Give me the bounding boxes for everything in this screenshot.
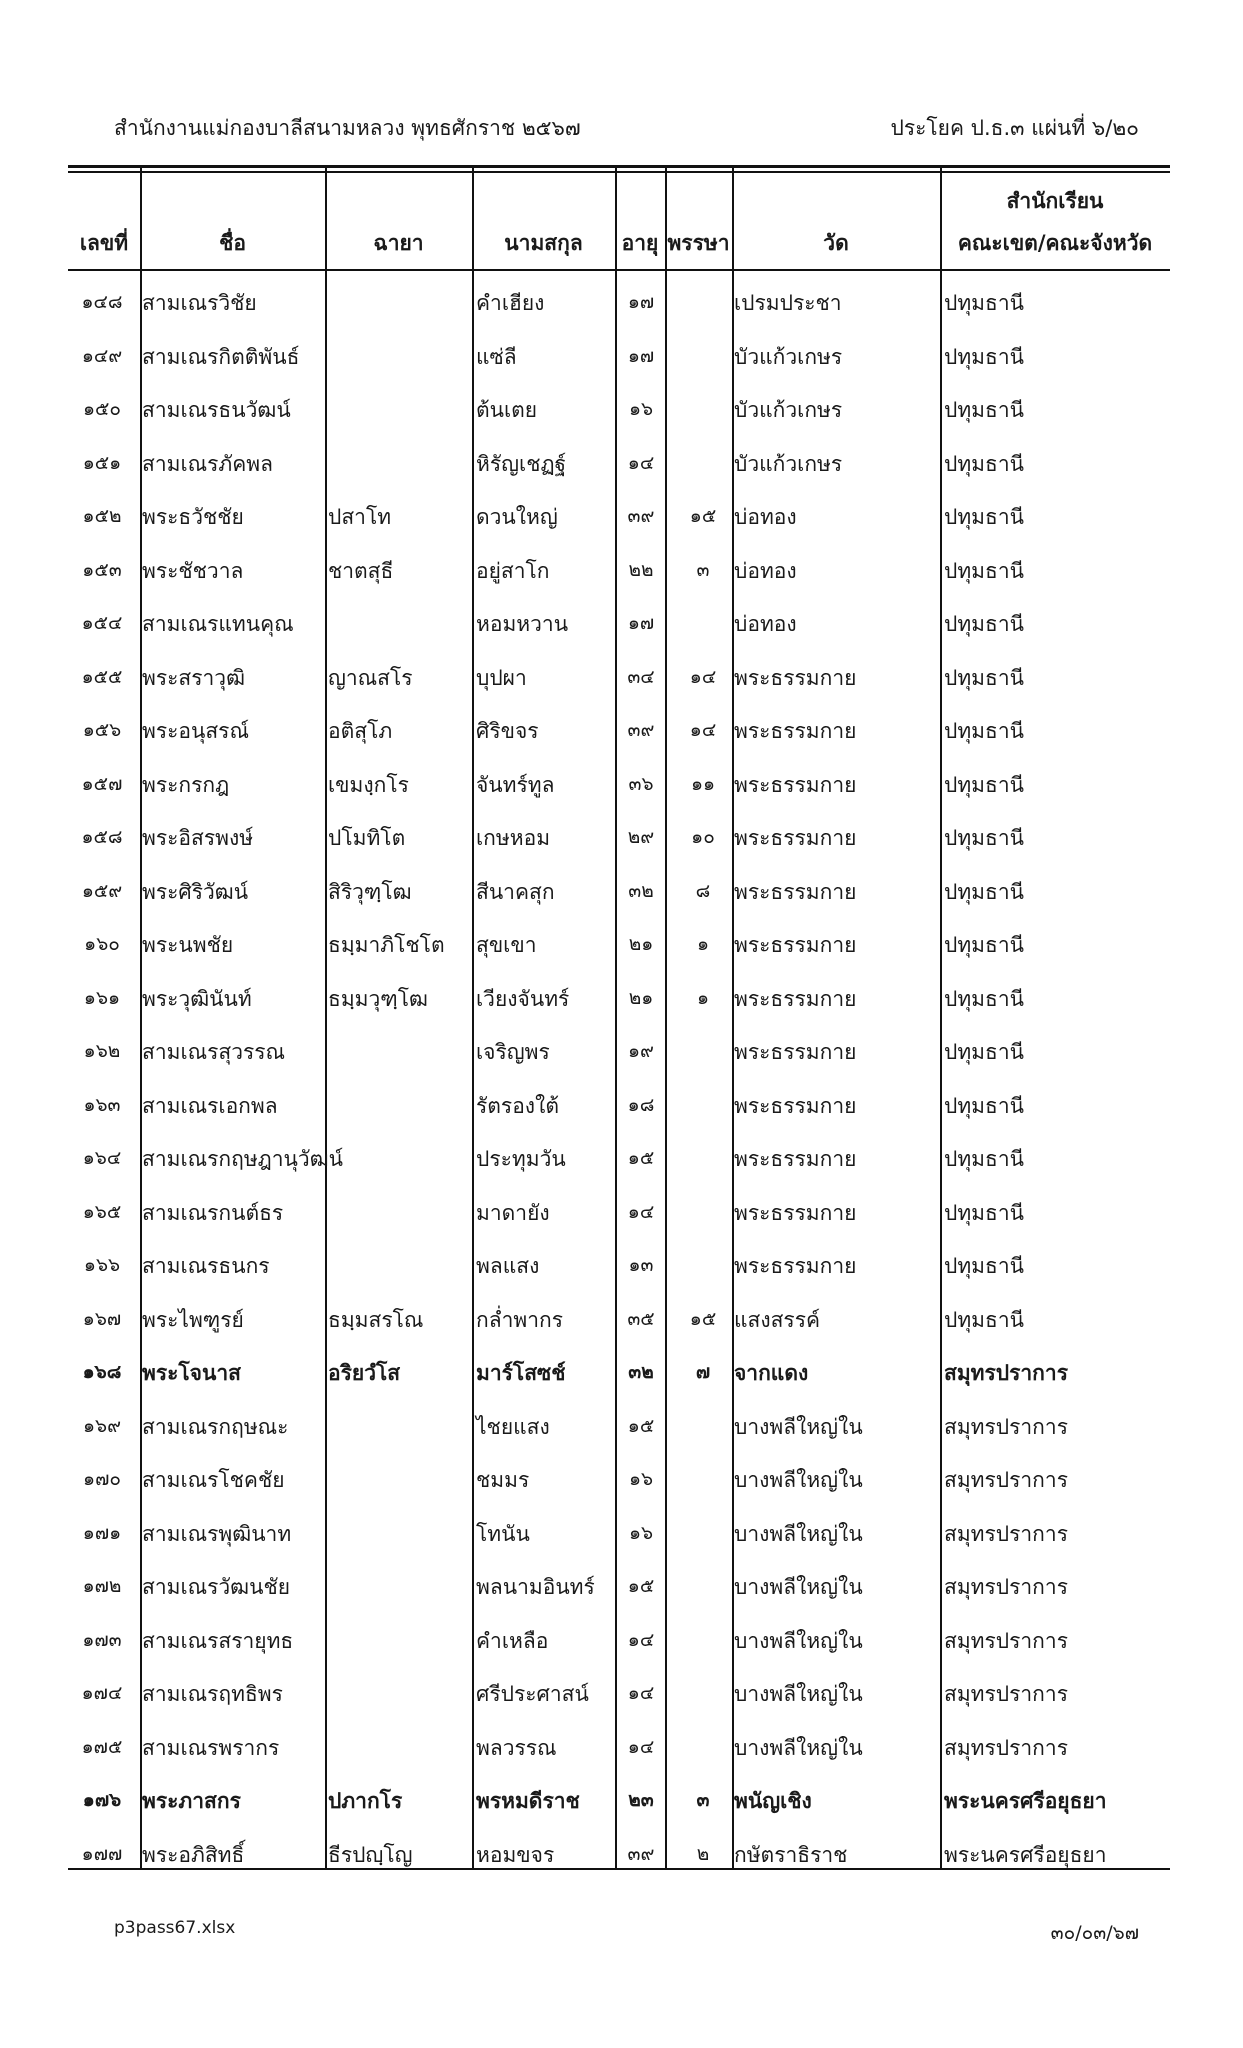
row-surname: พรหมดีราช [476,1789,580,1813]
row-number: ๑๗๖ [82,1789,122,1811]
row-age: ๑๔ [627,1682,655,1704]
row-surname: สุขเขา [476,933,537,957]
table-row [68,701,1170,755]
row-surname: สีนาคสุก [476,879,555,904]
row-name: สามเณรกิตติพันธ์ [142,344,300,369]
row-chaya: ปภากโร [328,1789,403,1813]
row-number: ๑๕๐ [82,398,122,420]
row-number: ๑๕๒ [82,505,122,527]
row-school: ปทุมธานี [944,451,1024,476]
header-wat: วัด [823,231,849,255]
row-wat: บางพลีใหญ่ใน [734,1521,863,1546]
row-pansa: ๑๕ [689,1307,717,1330]
row-surname: ชมมร [476,1468,530,1492]
row-age: ๓๒ [628,1361,654,1383]
row-name: พระไพฑูรย์ [142,1307,244,1332]
row-age: ๑๗ [627,291,655,313]
row-number: ๑๖๙ [82,1414,122,1437]
row-number: ๑๗๓ [82,1628,122,1651]
table-row [68,273,1170,327]
row-number: ๑๕๘ [81,826,123,848]
row-school: สมุทรปราการ [944,1575,1068,1599]
row-chaya: เขมงฺกโร [328,772,409,797]
row-pansa: ๗ [695,1361,711,1383]
row-pansa: ๓ [696,558,710,581]
row-school: พระนครศรีอยุธยา [944,1789,1107,1813]
row-chaya: ปสาโท [328,505,392,529]
row-wat: พระธรรมกาย [734,1254,857,1278]
header-no: เลขที่ [79,231,129,255]
row-age: ๑๕ [627,1414,655,1437]
row-surname: ต้นเตย [476,398,538,422]
row-surname: หอมหวาน [476,612,569,636]
row-school: ปทุมธานี [944,558,1024,583]
row-surname: หอมขจร [476,1842,555,1867]
row-school: สมุทรปราการ [944,1628,1068,1653]
row-wat: แสงสรรค์ [734,1307,821,1332]
row-number: ๑๗๒ [82,1575,122,1597]
row-number: ๑๕๔ [81,612,123,634]
row-surname: มาร์โสซช์ [476,1361,566,1385]
row-wat: พระธรรมกาย [734,986,857,1011]
row-wat: เปรมประชา [734,291,842,315]
row-number: ๑๕๑ [82,451,122,474]
table-row [68,1129,1170,1183]
row-surname: พลแสง [476,1254,540,1278]
row-number: ๑๗๗ [81,1842,123,1865]
row-surname: เจริญพร [476,1040,550,1064]
row-number: ๑๖๓ [83,1093,121,1116]
row-wat: บางพลีใหญ่ใน [734,1682,863,1706]
row-age: ๓๕ [627,1307,655,1330]
row-name: พระกรกฎ [142,772,230,797]
row-pansa: ๑ [696,986,710,1009]
row-chaya: ธีรปญฺโญ [328,1842,413,1867]
row-chaya: อติสุโภ [328,719,393,743]
table-row [68,380,1170,434]
row-name: พระศิริวัฒน์ [142,879,249,904]
table-header [68,165,1170,269]
row-surname: พลนามอินทร์ [476,1575,595,1599]
table-row [68,648,1170,702]
row-surname: แซ่ลี [476,344,517,369]
row-wat: บางพลีใหญ่ใน [734,1575,863,1599]
page-header-right: ประโยค ป.ธ.๓ แผ่นที่ ๖/๒๐ [890,116,1139,140]
row-number: ๑๖๒ [83,1040,121,1062]
row-pansa: ๘ [695,879,711,902]
row-surname: กล่ำพากร [476,1307,564,1332]
row-name: พระอนุสรณ์ [142,719,249,743]
row-number: ๑๗๕ [81,1735,123,1758]
row-name: สามเณรสุวรรณ [142,1040,286,1064]
row-name: สามเณรวิชัย [142,291,257,315]
row-name: พระนพชัย [142,933,234,957]
row-age: ๑๙ [628,1040,654,1062]
row-age: ๑๖ [628,1468,654,1490]
row-name: สามเณรฤทธิพร [142,1682,283,1706]
row-surname: พลวรรณ [476,1735,557,1760]
row-surname: เกษหอม [476,826,551,850]
row-age: ๑๕ [627,1575,655,1597]
row-surname: ศิริขจร [476,719,539,743]
row-age: ๓๔ [627,665,655,688]
row-chaya: ธมฺมสรโณ [328,1307,424,1332]
row-chaya: ญาณสโร [328,665,413,690]
row-pansa: ๒ [696,1842,710,1865]
table-row [68,969,1170,1023]
table-row [68,1825,1170,1879]
row-wat: บ่อทอง [734,612,797,636]
header-pansa: พรรษา [667,231,730,255]
table-row [68,1611,1170,1665]
table-row [68,1718,1170,1772]
row-age: ๒๓ [628,1789,654,1811]
row-pansa: ๓ [696,1789,710,1811]
row-chaya: ปโมทิโต [328,826,406,850]
row-name: พระชัชวาล [142,558,244,583]
row-pansa: ๑ [696,933,710,955]
row-name: สามเณรกฤษฎานุวัฒน์ [142,1147,344,1171]
row-name: สามเณรสรายุทธ [142,1628,294,1653]
row-pansa: ๑๔ [689,665,717,688]
row-wat: บางพลีใหญ่ใน [734,1414,863,1439]
row-pansa: ๑๐ [691,826,715,848]
row-number: ๑๗๔ [81,1682,123,1704]
row-age: ๑๘ [627,1093,655,1116]
row-chaya: ธมฺมาภิโชโต [328,933,445,957]
row-age: ๑๔ [627,1735,655,1758]
row-wat: บางพลีใหญ่ใน [734,1468,863,1492]
row-name: พระสราวุฒิ [142,665,246,690]
row-surname: โทนัน [476,1521,530,1546]
row-name: สามเณรเอกพล [142,1093,278,1118]
header-school-line1: สำนักเรียน [1006,189,1104,213]
row-surname: หิรัญเชฏฐ์ [476,451,567,476]
row-school: ปทุมธานี [944,1200,1024,1225]
row-age: ๑๗ [627,344,655,367]
row-age: ๑๗ [627,612,655,634]
row-number: ๑๖๘ [82,1361,122,1383]
row-name: สามเณรพุฒินาท [142,1521,292,1546]
row-surname: บุปผา [476,665,527,690]
row-wat: พระธรรมกาย [734,933,857,957]
row-name: สามเณรวัฒนชัย [142,1575,291,1599]
table-row [68,594,1170,648]
header-name: ชื่อ [219,231,246,255]
row-pansa: ๑๔ [689,719,717,741]
row-name: พระภาสกร [142,1789,241,1813]
row-age: ๓๙ [627,1842,655,1865]
row-wat: พระธรรมกาย [734,1040,857,1064]
header-school-line2: คณะเขต/คณะจังหวัด [957,231,1153,255]
footer-date: ๓๐/๐๓/๖๗ [1050,1922,1139,1944]
row-surname: คำเหลือ [476,1628,549,1653]
row-school: ปทุมธานี [944,1147,1024,1171]
row-number: ๑๖๗ [82,1307,122,1330]
row-wat: บัวแก้วเกษร [734,398,843,422]
row-surname: มาดายัง [476,1200,550,1225]
row-age: ๑๓ [628,1254,654,1276]
table-row [68,1076,1170,1130]
row-wat: บ่อทอง [734,505,797,529]
footer-filename: p3pass67.xlsx [114,1918,236,1938]
row-surname: เวียงจันทร์ [476,986,570,1011]
row-age: ๒๑ [628,986,654,1009]
row-wat: บัวแก้วเกษร [734,451,843,476]
row-number: ๑๕๕ [81,665,123,688]
table-row [68,1343,1170,1397]
row-name: พระโจนาส [142,1361,241,1385]
row-chaya: ชาตสุธี [328,558,394,583]
row-wat: พระธรรมกาย [734,719,857,743]
row-name: สามเณรภัคพล [142,451,273,476]
header-surname: นามสกุล [504,231,583,255]
table-row [68,915,1170,969]
row-wat: พระธรรมกาย [734,1200,857,1225]
results-table [68,165,1170,1868]
row-name: พระธวัชชัย [142,505,244,529]
row-name: สามเณรกฤษณะ [142,1414,289,1439]
row-school: พระนครศรีอยุธยา [944,1842,1107,1867]
row-school: ปทุมธานี [944,772,1024,797]
row-number: ๑๖๖ [83,1254,121,1276]
table-row [68,1183,1170,1237]
row-surname: ไชยแสง [476,1414,550,1439]
row-age: ๓๙ [627,719,655,741]
row-name: พระวุฒินันท์ [142,986,252,1011]
row-name: สามเณรธนวัฒน์ [142,398,291,422]
row-age: ๑๔ [627,451,655,474]
row-wat: กษัตราธิราช [734,1842,848,1867]
row-school: ปทุมธานี [944,986,1024,1011]
table-row [68,541,1170,595]
row-number: ๑๖๑ [83,986,121,1009]
row-number: ๑๔๙ [81,344,123,367]
row-school: ปทุมธานี [944,344,1024,369]
table-row [68,808,1170,862]
table-row [68,1557,1170,1611]
header-chaya: ฉายา [373,231,424,255]
row-age: ๑๖ [628,1521,654,1544]
row-school: ปทุมธานี [944,1254,1024,1278]
row-surname: รัตรองใต้ [476,1093,559,1118]
row-wat: พนัญเชิง [734,1789,812,1813]
row-age: ๓๒ [628,879,654,902]
table-row [68,1504,1170,1558]
row-wat: พระธรรมกาย [734,879,857,904]
row-wat: พระธรรมกาย [734,826,857,850]
row-name: พระอิสรพงษ์ [142,826,254,850]
row-name: สามเณรแทนคุณ [142,612,294,636]
row-number: ๑๕๖ [82,719,122,741]
row-number: ๑๕๙ [81,879,123,902]
row-age: ๒๙ [627,826,655,848]
bottom-rule [68,1868,1170,1870]
row-school: ปทุมธานี [944,719,1024,743]
table-row [68,1290,1170,1344]
row-number: ๑๖๐ [84,933,120,955]
row-surname: อยู่สาโก [476,558,550,583]
row-wat: บัวแก้วเกษร [734,344,843,369]
row-surname: ดวนใหญ่ [476,505,558,529]
row-school: ปทุมธานี [944,612,1024,636]
table-row [68,1771,1170,1825]
row-chaya: ธมฺมวุฑฺโฒ [328,986,428,1011]
row-number: ๑๖๔ [82,1147,122,1169]
table-row [68,1236,1170,1290]
row-age: ๓๙ [627,505,655,527]
row-school: ปทุมธานี [944,1093,1024,1118]
row-age: ๒๒ [628,558,654,581]
row-wat: พระธรรมกาย [734,1093,857,1118]
row-school: ปทุมธานี [944,879,1024,904]
row-number: ๑๗๐ [83,1468,121,1490]
row-age: ๑๔ [627,1628,655,1651]
table-row [68,755,1170,809]
table-row [68,327,1170,381]
row-pansa: ๑๑ [690,772,716,795]
row-school: ปทุมธานี [944,505,1024,529]
row-school: ปทุมธานี [944,1307,1024,1332]
row-wat: จากแดง [734,1361,809,1385]
row-age: ๒๑ [628,933,654,955]
table-row [68,1397,1170,1451]
row-name: สามเณรกนต์ธร [142,1200,284,1225]
row-name: สามเณรโชคชัย [142,1468,285,1492]
row-number: ๑๕๗ [81,772,123,795]
header-bottom-rule [68,269,1170,271]
row-wat: พระธรรมกาย [734,665,857,690]
row-school: สมุทรปราการ [944,1414,1068,1439]
header-age: อายุ [621,231,659,255]
row-chaya: อริยวํโส [328,1361,401,1385]
row-school: ปทุมธานี [944,291,1024,315]
row-school: สมุทรปราการ [944,1521,1068,1546]
row-name: พระอภิสิทธิ์ [142,1842,245,1867]
row-name: สามเณรพรากร [142,1735,280,1760]
row-school: ปทุมธานี [944,826,1024,850]
row-surname: คำเฮียง [476,291,545,315]
row-surname: ศรีประศาสน์ [476,1682,589,1706]
row-number: ๑๔๘ [81,291,123,313]
table-row [68,1022,1170,1076]
row-surname: จันทร์ทูล [476,772,555,797]
row-school: ปทุมธานี [944,398,1024,422]
page-header-left: สำนักงานแม่กองบาลีสนามหลวง พุทธศักราช ๒๕๖๗ [114,116,581,140]
row-wat: บ่อทอง [734,558,797,583]
row-wat: พระธรรมกาย [734,772,857,797]
row-wat: บางพลีใหญ่ใน [734,1735,863,1760]
row-age: ๑๔ [627,1200,655,1223]
row-pansa: ๑๕ [689,505,717,527]
table-row [68,862,1170,916]
table-row [68,1450,1170,1504]
row-age: ๑๕ [627,1147,655,1169]
row-school: ปทุมธานี [944,933,1024,957]
row-school: สมุทรปราการ [944,1468,1068,1492]
row-age: ๑๖ [628,398,654,420]
row-chaya: สิริวุฑฺโฒ [328,879,412,904]
row-school: ปทุมธานี [944,1040,1024,1064]
table-row [68,487,1170,541]
table-row [68,434,1170,488]
table-row [68,1664,1170,1718]
row-number: ๑๖๕ [82,1200,122,1223]
row-school: สมุทรปราการ [944,1735,1068,1760]
row-wat: พระธรรมกาย [734,1147,857,1171]
row-wat: บางพลีใหญ่ใน [734,1628,863,1653]
row-school: ปทุมธานี [944,665,1024,690]
row-surname: ประทุมวัน [476,1147,566,1171]
row-age: ๓๖ [628,772,654,795]
row-number: ๑๗๑ [82,1521,122,1544]
row-school: สมุทรปราการ [944,1361,1068,1385]
row-school: สมุทรปราการ [944,1682,1068,1706]
row-number: ๑๕๓ [82,558,122,581]
row-name: สามเณรธนกร [142,1254,270,1278]
